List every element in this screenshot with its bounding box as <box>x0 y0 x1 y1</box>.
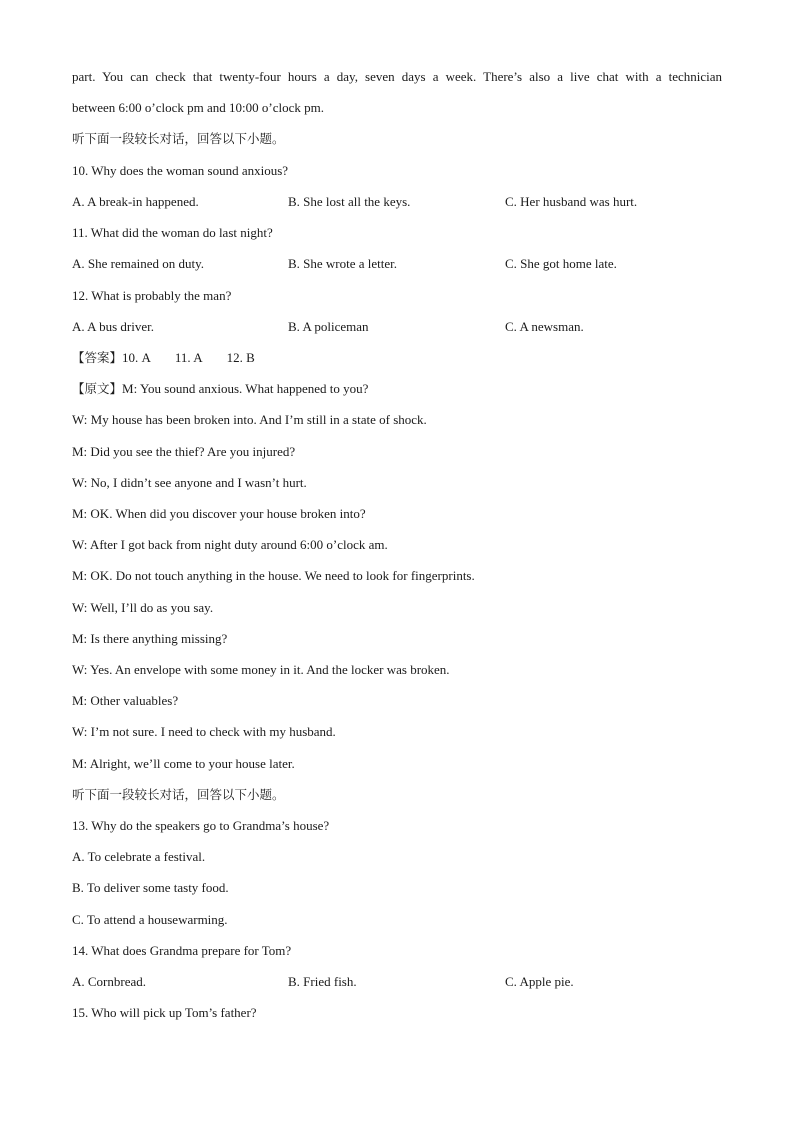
question-11-option-c: C. She got home late. <box>505 256 617 271</box>
answer-10: 10. A <box>122 350 151 365</box>
question-14-option-c: C. Apple pie. <box>505 974 574 989</box>
intro-line-2: between 6:00 o’clock pm and 10:00 o’clock pm. <box>72 100 324 115</box>
question-12-option-a: A. A bus driver. <box>72 319 154 334</box>
section1-instruction: 听下面一段较长对话，回答以下小题。 <box>72 131 285 146</box>
transcript-line: W: My house has been broken into. And I’m still in a state of shock. <box>72 412 427 427</box>
transcript-line: M: OK. Do not touch anything in the house. We need to look for fingerprints. <box>72 568 475 583</box>
answer-12: 12. B <box>226 350 255 365</box>
transcript-line: M: OK. When did you discover your house broken into? <box>72 506 366 521</box>
question-11-stem: 11. What did the woman do last night? <box>72 225 273 240</box>
question-13-option-c: C. To attend a housewarming. <box>72 912 228 927</box>
question-15-stem: 15. Who will pick up Tom’s father? <box>72 1005 257 1020</box>
question-11-option-b: B. She wrote a letter. <box>288 256 398 271</box>
transcript-line: W: Yes. An envelope with some money in it. And the locker was broken. <box>72 662 450 677</box>
transcript-line-1 <box>72 381 368 397</box>
question-10-stem: 10. Why does the woman sound anxious? <box>72 163 289 178</box>
transcript-line: W: Well, I’ll do as you say. <box>72 600 214 615</box>
transcript-line: W: No, I didn’t see anyone and I wasn’t hurt. <box>72 475 307 490</box>
question-13-option-a: A. To celebrate a festival. <box>72 849 206 864</box>
intro-line-1: part. You can check that twenty-four hours a day, seven days a week. There’s also a live chat with a technician <box>72 69 722 84</box>
answer-label: 【答案】 <box>72 350 123 365</box>
question-12-stem: 12. What is probably the man? <box>72 288 232 303</box>
question-11-option-a: A. She remained on duty. <box>72 256 205 271</box>
question-10-option-a: A. A break-in happened. <box>72 194 199 209</box>
question-12-option-c: C. A newsman. <box>505 319 584 334</box>
transcript-line: W: I’m not sure. I need to check with my husband. <box>72 724 336 739</box>
transcript-line: W: After I got back from night duty around 6:00 o’clock am. <box>72 537 388 552</box>
answer-11: 11. A <box>174 350 203 365</box>
question-14-option-b: B. Fried fish. <box>288 974 357 989</box>
question-14-option-a: A. Cornbread. <box>72 974 147 989</box>
question-10-option-c: C. Her husband was hurt. <box>505 194 638 209</box>
transcript-label: 【原文】 <box>72 381 123 396</box>
transcript-line: M: Alright, we’ll come to your house later. <box>72 756 295 771</box>
question-10-option-b: B. She lost all the keys. <box>288 194 411 209</box>
question-12-option-b: B. A policeman <box>288 319 369 334</box>
question-13-stem: 13. Why do the speakers go to Grandma’s house? <box>72 818 330 833</box>
transcript-line: M: Did you see the thief? Are you injured? <box>72 444 296 459</box>
transcript-text: M: You sound anxious. What happened to you? <box>122 381 369 396</box>
transcript-line: M: Other valuables? <box>72 693 179 708</box>
question-14-stem: 14. What does Grandma prepare for Tom? <box>72 943 292 958</box>
section2-instruction: 听下面一段较长对话，回答以下小题。 <box>72 787 285 802</box>
question-13-option-b: B. To deliver some tasty food. <box>72 880 229 895</box>
answer-line <box>72 350 255 366</box>
transcript-line: M: Is there anything missing? <box>72 631 228 646</box>
